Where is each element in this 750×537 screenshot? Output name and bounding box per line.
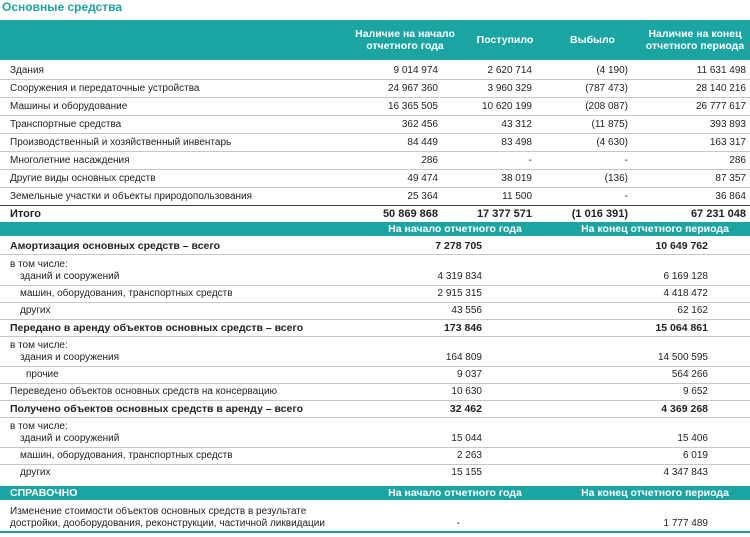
row-start: 49 474 xyxy=(407,173,438,184)
row-received: 43 312 xyxy=(501,119,532,130)
table-row xyxy=(0,286,750,303)
row-received: 11 500 xyxy=(502,191,532,202)
row-start: 4 319 834 xyxy=(437,271,482,282)
section-band xyxy=(0,222,750,236)
row-start: - xyxy=(456,518,460,529)
reference-row xyxy=(0,505,750,533)
row-label: Здания xyxy=(10,65,44,76)
row-label: здания и сооружения xyxy=(20,352,119,363)
row-label-line2: достройки, дооборудования, реконструкции, частичной ликвидации xyxy=(10,518,325,529)
row-label: Передано в аренду объектов основных средств – всего xyxy=(10,322,304,334)
row-label: других xyxy=(20,305,51,316)
row-end: 9 652 xyxy=(682,386,708,397)
row-end: 163 317 xyxy=(709,137,746,148)
header-disposed: Выбыло xyxy=(570,34,615,46)
table-row xyxy=(0,448,750,465)
row-start: 25 364 xyxy=(407,191,438,202)
total-label: Итого xyxy=(10,208,42,220)
row-start: 2 915 315 xyxy=(437,288,482,299)
header-received: Поступило xyxy=(476,34,534,46)
header-end-of-period: Наличие на конец отчетного периода xyxy=(645,28,745,52)
incl-label: в том числе: xyxy=(10,340,68,351)
band-end-label: На конец отчетного периода xyxy=(581,487,729,499)
row-end: 4 418 472 xyxy=(663,288,708,299)
table-row xyxy=(0,384,750,401)
row-label: Земельные участки и объекты природопользования xyxy=(10,191,253,202)
table-row xyxy=(0,116,750,134)
row-received: 38 019 xyxy=(501,173,532,184)
row-label: Переведено объектов основных средств на консервацию xyxy=(10,386,278,397)
row-disposed: - xyxy=(624,191,628,202)
row-start: 10 630 xyxy=(451,386,482,397)
row-label: Транспортные средства xyxy=(10,119,122,130)
row-received: - xyxy=(528,155,532,166)
table-row xyxy=(0,420,750,448)
table-header xyxy=(0,20,750,60)
row-received: 83 498 xyxy=(501,137,532,148)
total-row xyxy=(0,205,750,223)
table-row xyxy=(0,303,750,320)
reference-band xyxy=(0,486,750,500)
row-label: Многолетние насаждения xyxy=(10,155,130,166)
row-disposed: (11 875) xyxy=(591,119,628,130)
page-title: Основные средства xyxy=(2,0,123,14)
row-end: 564 266 xyxy=(671,369,708,380)
table-row xyxy=(0,170,750,188)
row-start: 286 xyxy=(421,155,438,166)
row-start: 43 556 xyxy=(451,305,482,316)
row-disposed: (208 087) xyxy=(585,101,628,112)
total-received: 17 377 571 xyxy=(476,208,532,220)
total-disposed: (1 016 391) xyxy=(571,208,628,220)
row-end: 1 777 489 xyxy=(663,518,708,529)
row-start: 9 014 974 xyxy=(393,65,438,76)
row-end: 6 019 xyxy=(682,450,708,461)
row-label: Производственный и хозяйственный инвентарь xyxy=(10,137,232,148)
row-end: 36 864 xyxy=(715,191,746,202)
row-disposed: (4 190) xyxy=(596,65,628,76)
row-label: Другие виды основных средств xyxy=(10,173,156,184)
row-end: 15 406 xyxy=(677,433,708,444)
row-label: машин, оборудования, транспортных средств xyxy=(20,288,233,299)
row-label: Машины и оборудование xyxy=(10,101,128,112)
row-end: 11 631 498 xyxy=(696,65,746,76)
table-row xyxy=(0,80,750,98)
row-end: 15 064 861 xyxy=(655,322,708,334)
row-disposed: (4 630) xyxy=(596,137,628,148)
row-start: 362 456 xyxy=(401,119,438,130)
table-row xyxy=(0,98,750,116)
table-row xyxy=(0,339,750,367)
row-end: 393 893 xyxy=(709,119,746,130)
incl-label: в том числе: xyxy=(10,421,68,432)
band-start-label: На начало отчетного года xyxy=(388,487,522,499)
table-row xyxy=(0,62,750,80)
row-start: 173 846 xyxy=(444,322,482,334)
table-row xyxy=(0,134,750,152)
incl-label: в том числе: xyxy=(10,259,68,270)
row-received: 10 620 199 xyxy=(481,101,532,112)
table-row xyxy=(0,152,750,170)
row-disposed: (787 473) xyxy=(585,83,628,94)
lease-total-row xyxy=(0,320,750,337)
row-end: 87 357 xyxy=(715,173,746,184)
row-end: 4 369 268 xyxy=(661,403,708,415)
row-end: 62 162 xyxy=(677,305,708,316)
row-start: 9 037 xyxy=(456,369,482,380)
row-start: 15 044 xyxy=(451,433,482,444)
row-label: прочие xyxy=(26,369,59,380)
row-start: 16 365 505 xyxy=(387,101,438,112)
total-end: 67 231 048 xyxy=(690,208,746,220)
row-start: 24 967 360 xyxy=(387,83,438,94)
band-end-label: На конец отчетного периода xyxy=(581,223,729,235)
total-start: 50 869 868 xyxy=(382,208,438,220)
row-end: 26 777 617 xyxy=(695,101,746,112)
row-end: 14 500 595 xyxy=(657,352,708,363)
row-end: 10 649 762 xyxy=(655,240,708,252)
received-total-row xyxy=(0,401,750,418)
row-label: других xyxy=(20,467,51,478)
row-label: Получено объектов основных средств в аренду – всего xyxy=(10,403,303,415)
row-start: 32 462 xyxy=(449,403,482,415)
row-start: 164 809 xyxy=(445,352,482,363)
row-start: 2 263 xyxy=(456,450,482,461)
row-label: Амортизация основных средств – всего xyxy=(10,240,221,252)
row-end: 286 xyxy=(729,155,746,166)
table-row xyxy=(0,188,750,206)
row-received: 3 960 329 xyxy=(487,83,532,94)
header-start-of-year: Наличие на начало отчетного года xyxy=(355,28,455,52)
table-row xyxy=(0,465,750,481)
amortization-total-row xyxy=(0,238,750,255)
row-label: зданий и сооружений xyxy=(20,433,120,444)
row-end: 4 347 843 xyxy=(663,467,708,478)
row-disposed: (136) xyxy=(604,173,628,184)
reference-title: СПРАВОЧНО xyxy=(10,487,78,499)
table-row xyxy=(0,367,750,384)
row-received: 2 620 714 xyxy=(487,65,532,76)
row-start: 84 449 xyxy=(407,137,438,148)
row-label: зданий и сооружений xyxy=(20,271,120,282)
row-label: машин, оборудования, транспортных средств xyxy=(20,450,233,461)
band-start-label: На начало отчетного года xyxy=(388,223,522,235)
table-row xyxy=(0,258,750,286)
row-disposed: - xyxy=(624,155,628,166)
row-label-line1: Изменение стоимости объектов основных средств в результате xyxy=(10,506,307,517)
row-start: 7 278 705 xyxy=(435,240,482,252)
row-end: 6 169 128 xyxy=(663,271,708,282)
row-start: 15 155 xyxy=(451,467,482,478)
row-end: 28 140 216 xyxy=(695,83,746,94)
row-label: Сооружения и передаточные устройства xyxy=(10,83,200,94)
